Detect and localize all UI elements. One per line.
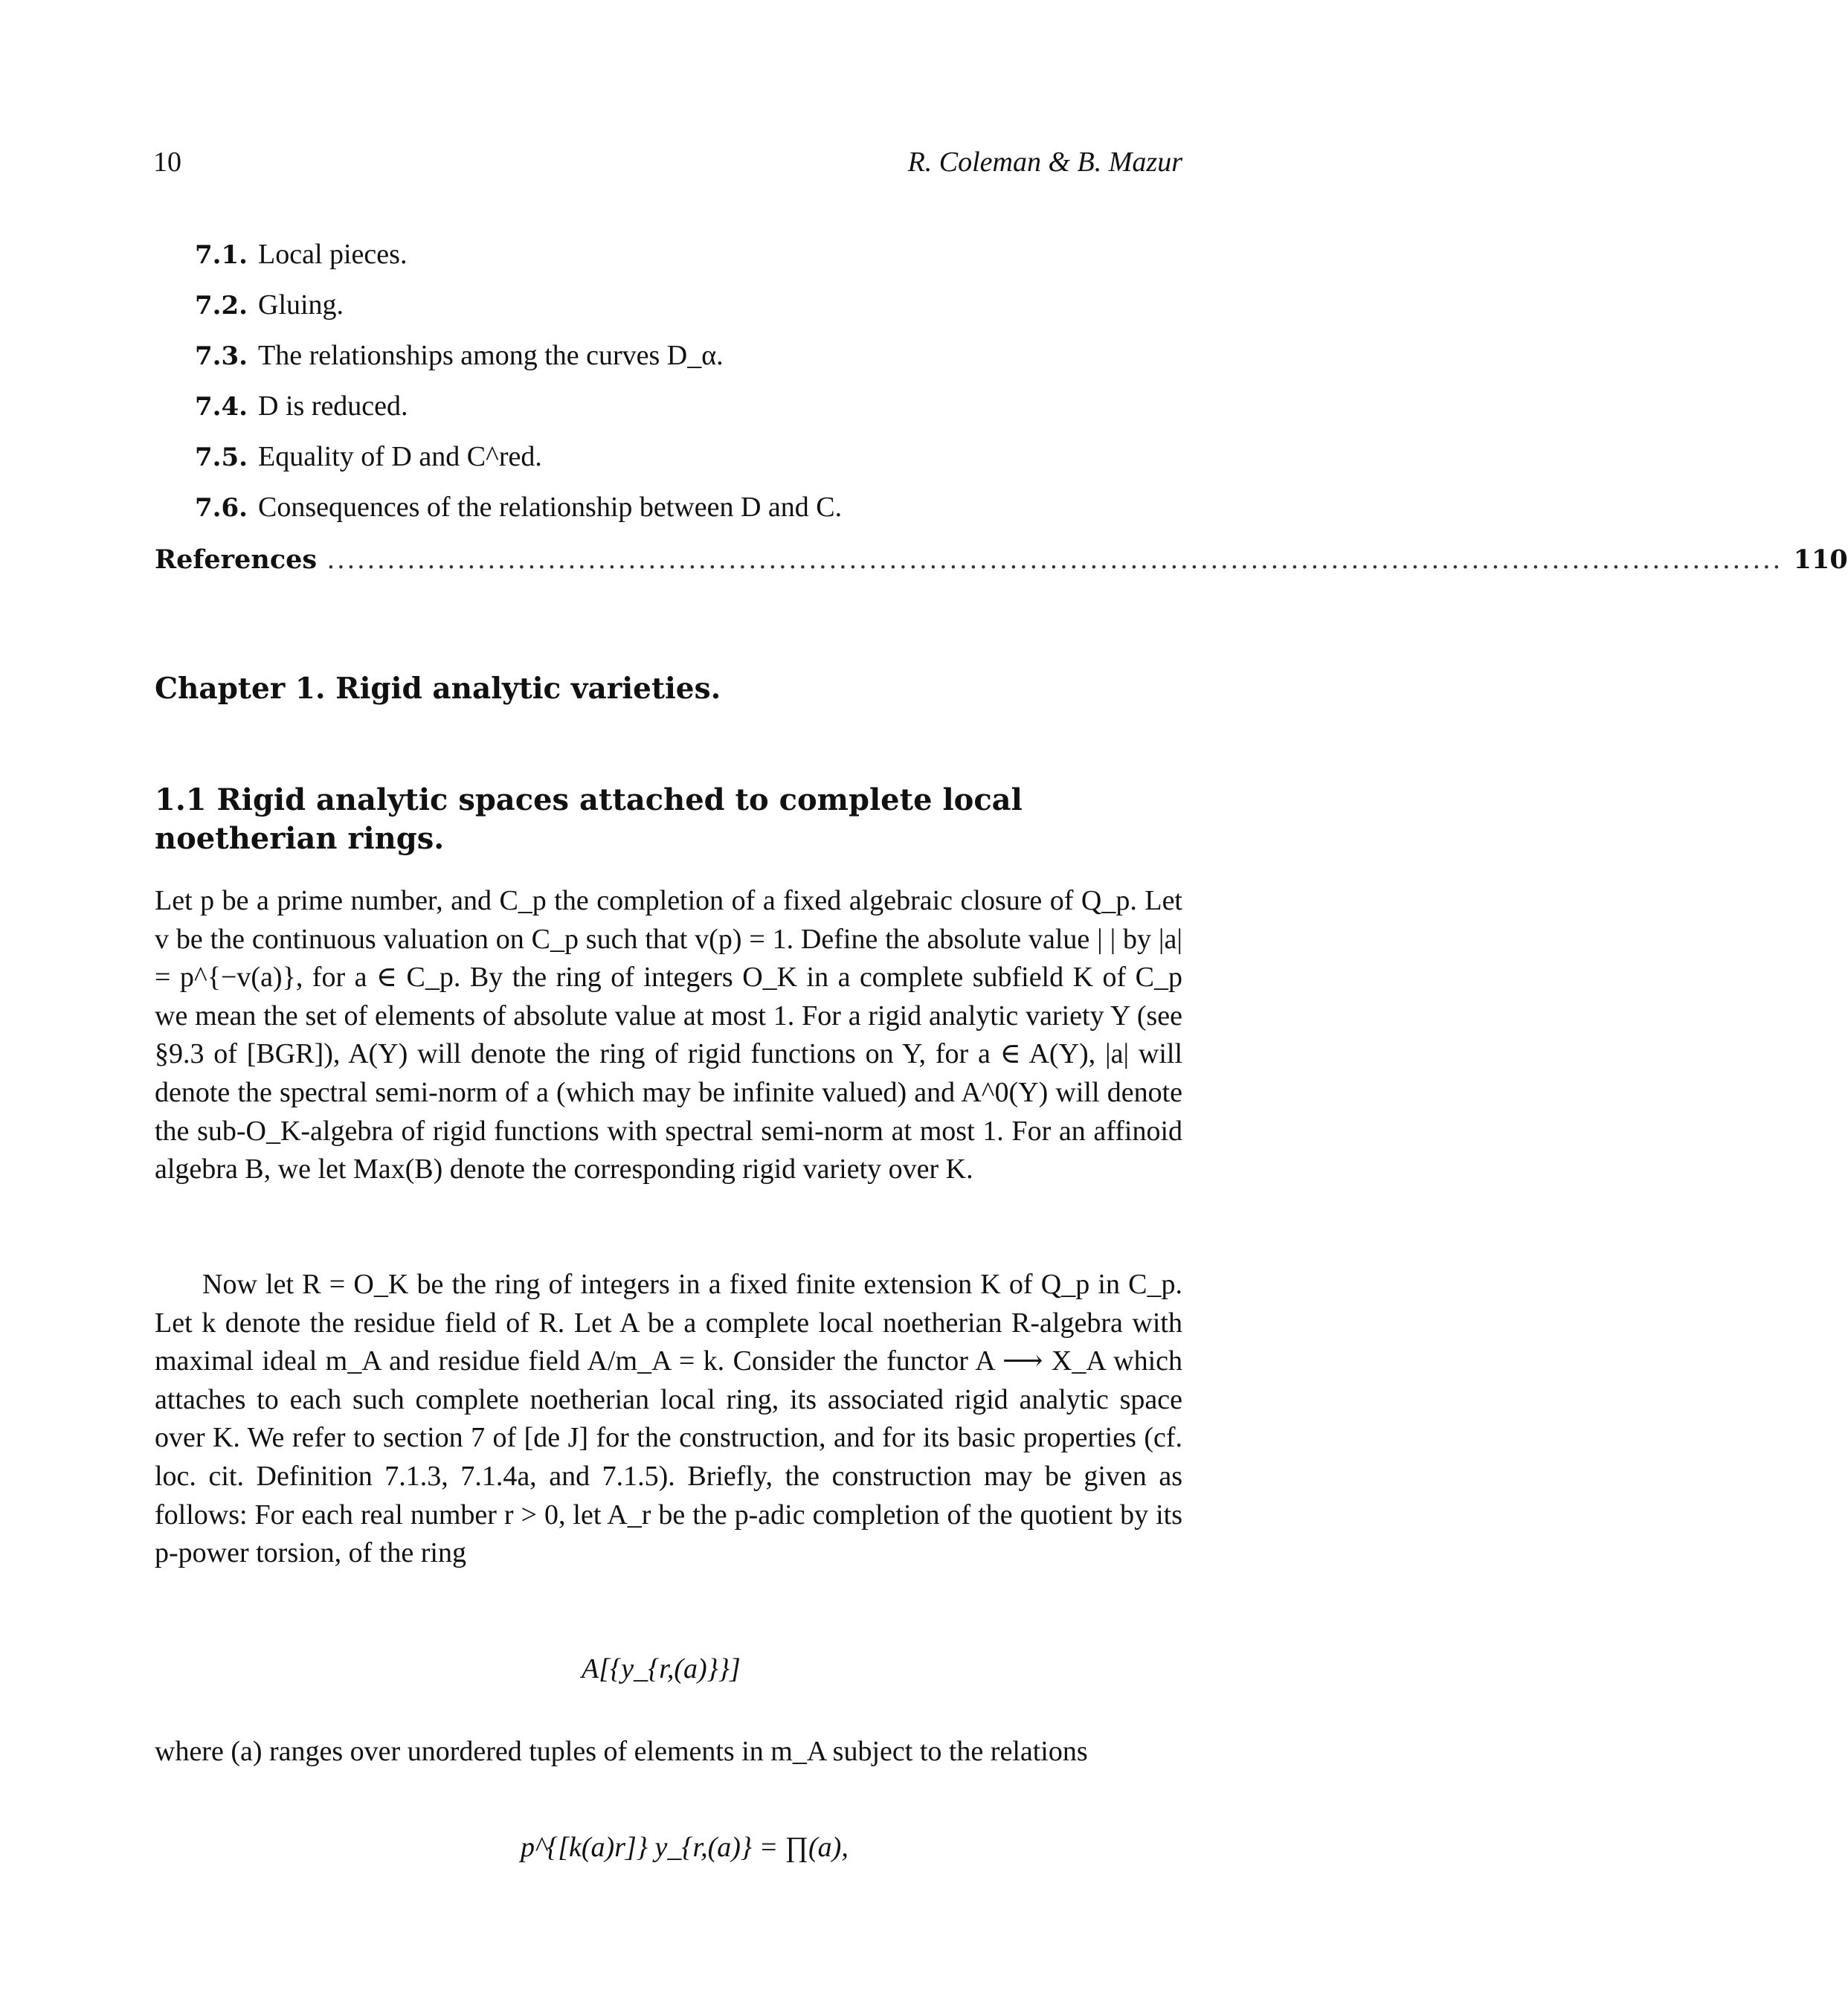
toc-item-text: Gluing.: [258, 289, 344, 321]
toc-item: [195, 440, 542, 473]
toc-item: [195, 339, 724, 372]
paragraph: where (a) ranges over unordered tuples of elements in m_A subject to the relations: [155, 1736, 1088, 1767]
toc-item: [195, 491, 842, 524]
running-head: R. Coleman & B. Mazur: [907, 147, 1182, 178]
leader-dots: .................................................................................................................................................: [327, 544, 1783, 575]
toc-item: [195, 390, 408, 422]
toc-item-text: Equality of D and C^red.: [258, 441, 542, 472]
references-page: 110: [1793, 544, 1848, 575]
toc-item: [195, 289, 344, 321]
display-equation: p^{[k(a)r]} y_{r,(a)} = ∏(a),: [521, 1832, 849, 1863]
toc-item-number: 7.3.: [195, 341, 248, 371]
paragraph: Now let R = O_K be the ring of integers in a fixed finite extension K of Q_p in C_p. Let k denote the residue field of R. Let A be a complete local noetherian R-algebra with maximal ideal m_A and residue field A/m_A = k. Consider the functor A ⟶ X_A which attaches to each such complete noetherian local ring, its associated rigid analytic space over K. We refer to section 7 of [de J] for the construction, and for its basic properties (cf. loc. cit. Definition 7.1.3, 7.1.4a, and 7.1.5). Briefly, the construction may be given as follows: For each real number r > 0, let A_r be the p-adic completion of the quotient by its p-power torsion, of the ring: [155, 1269, 1182, 1569]
toc-item-number: 7.5.: [195, 443, 248, 472]
toc-references: [155, 543, 1848, 576]
toc-item-text: The relationships among the curves D_α.: [258, 340, 724, 371]
toc-item-number: 7.2.: [195, 291, 248, 321]
toc-item-number: 7.1.: [195, 240, 248, 270]
toc-item-text: Consequences of the relationship between D and C.: [258, 492, 843, 523]
toc-item-number: 7.4.: [195, 392, 248, 422]
toc-item: [195, 238, 407, 271]
toc-item-text: Local pieces.: [258, 239, 408, 270]
display-equation: A[{y_{r,(a)}}]: [582, 1653, 741, 1684]
toc-item-text: D is reduced.: [258, 390, 408, 422]
references-label: References: [155, 544, 318, 575]
section-title: 1.1 Rigid analytic spaces attached to complete local noetherian rings.: [155, 782, 1023, 856]
page-number: 10: [153, 147, 181, 178]
chapter-title: Chapter 1. Rigid analytic varieties.: [155, 672, 721, 706]
toc-item-number: 7.6.: [195, 493, 248, 523]
paragraph: Let p be a prime number, and C_p the completion of a fixed algebraic closure of Q_p. Let v be the continuous valuation on C_p such that v(p) = 1. Define the absolute value | | by |a| = p^{−v(a)}, for a ∈ C_p. By the ring of integers O_K in a complete subfield K of C_p we mean the set of elements of absolute value at most 1. For a rigid analytic variety Y (see §9.3 of [BGR]), A(Y) will denote the ring of rigid functions on Y, for a ∈ A(Y), |a| will denote the spectral semi-norm of a (which may be infinite valued) and A^0(Y) will denote the sub-O_K-algebra of rigid functions with spectral semi-norm at most 1. For an affinoid algebra B, we let Max(B) denote the corresponding rigid variety over K.: [155, 885, 1182, 1185]
